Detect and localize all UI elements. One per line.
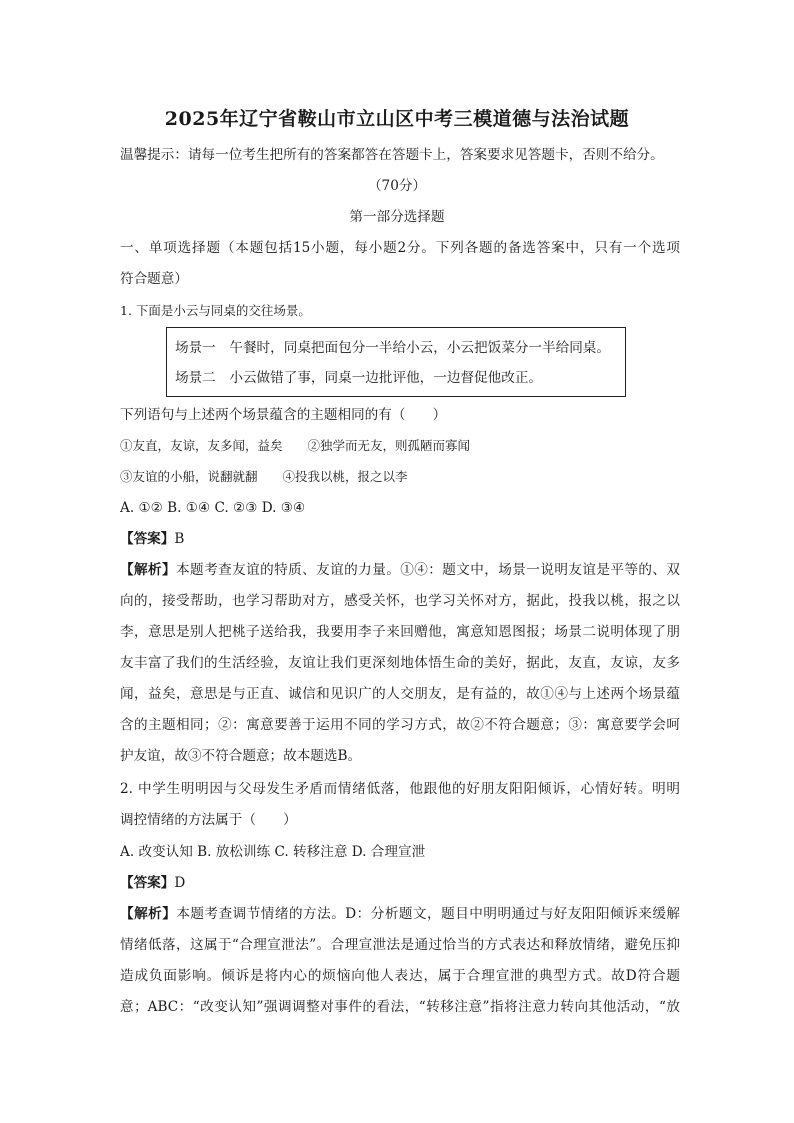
- document-title: 2025年辽宁省鞍山市立山区中考三模道德与法治试题: [164, 108, 630, 130]
- part-title: 第一部分选择题: [349, 209, 445, 225]
- q2-analysis-line-4: 意；ABC：“改变认知”强调调整对事件的看法，“转移注意”指将注意力转向其他活动，“放: [120, 999, 680, 1015]
- q2-answer: [120, 874, 680, 892]
- q2-choices: A. 改变认知 B. 放松训练 C. 转移注意 D. 合理宣泄: [120, 844, 426, 860]
- q1-scene-box: [166, 327, 626, 397]
- q1-options-line-2: ③友谊的小船，说翻就翻 ④投我以桃，报之以李: [120, 469, 408, 484]
- section-intro-line-2: 符合题意）: [120, 271, 188, 287]
- q2-analysis-line-3: 造成负面影响。倾诉是将内心的烦恼向他人表达，属于合理宣泄的典型方式。故D符合题: [120, 968, 680, 984]
- q2-analysis-line-2: 情绪低落，这属于“合理宣泄法”。合理宣泄法是通过恰当的方式表达和释放情绪，避免压抑: [120, 937, 680, 953]
- q1-analysis-line-3: 李，意思是别人把桃子送给我，我要用李子来回赠他，寓意知恩图报；场景二说明体现了朋: [120, 624, 680, 640]
- q1-analysis-line-6: 含的主题相同；②：寓意要善于运用不同的学习方式，故②不符合题意；③：寓意要学会呵: [120, 717, 680, 733]
- q1-options-line-1: ①友直，友谅，友多闻，益矣 ②独学而无友，则孤陋而寡闻: [120, 438, 471, 453]
- q1-analysis-line-5: 闻，益矣，意思是与正直、诚信和见识广的人交朋友，是有益的，故①④与上述两个场景蕴: [120, 686, 680, 702]
- q1-analysis-line-1: 【解析】本题考查友谊的特质、友谊的力量。①④：题文中，场景一说明友谊是平等的、双: [120, 562, 680, 578]
- analysis-label: 【解析】: [120, 562, 177, 578]
- section-intro-line-1: 一、单项选择题（本题包括15小题，每小题2分。下列各题的备选答案中，只有一个选项: [120, 240, 680, 256]
- q1-answer: [120, 530, 680, 548]
- q2-analysis-line-1: 【解析】本题考查调节情绪的方法。D：分析题文，题目中明明通过与好友阳阳倾诉来缓解: [120, 906, 680, 922]
- q2-stem-line-1: 2. 中学生明明因与父母发生矛盾而情绪低落，他跟他的好朋友阳阳倾诉，心情好转。明明: [120, 781, 680, 797]
- q1-question: 下列语句与上述两个场景蕴含的主题相同的有（ ）: [120, 407, 447, 423]
- q1-analysis-line-4: 友丰富了我们的生活经验，友谊让我们更深刻地体悟生命的美好，据此，友直，友谅，友多: [120, 655, 680, 671]
- q1-analysis-line-7: 护友谊，故③不符合题意；故本题选B。: [120, 748, 362, 764]
- answer-label: 【答案】: [120, 875, 175, 891]
- total-score: （70分）: [367, 178, 427, 194]
- q1-analysis-line-2: 向的，接受帮助，也学习帮助对方，感受关怀，也学习关怀对方，据此，投我以桃，报之以: [120, 593, 680, 609]
- exam-notice: 温馨提示：请每一位考生把所有的答案都答在答题卡上，答案要求见答题卡，否则不给分。: [120, 147, 664, 163]
- q1-stem: 1. 下面是小云与同桌的交往场景。: [120, 303, 311, 318]
- q1-scene-1: 场景一 午餐时，同桌把面包分一半给小云，小云把饭菜分一半给同桌。: [175, 340, 610, 356]
- q1-scene-2: 场景二 小云做错了事，同桌一边批评他，一边督促他改正。: [175, 370, 543, 386]
- q2-answer-value: D: [174, 875, 186, 891]
- q1-answer-value: B: [174, 531, 185, 547]
- q2-stem-line-2: 调控情绪的方法属于（ ）: [120, 812, 297, 828]
- q1-choices: A. ①② B. ①④ C. ②③ D. ③④: [120, 500, 306, 516]
- analysis-label: 【解析】: [120, 906, 177, 922]
- answer-label: 【答案】: [120, 531, 175, 547]
